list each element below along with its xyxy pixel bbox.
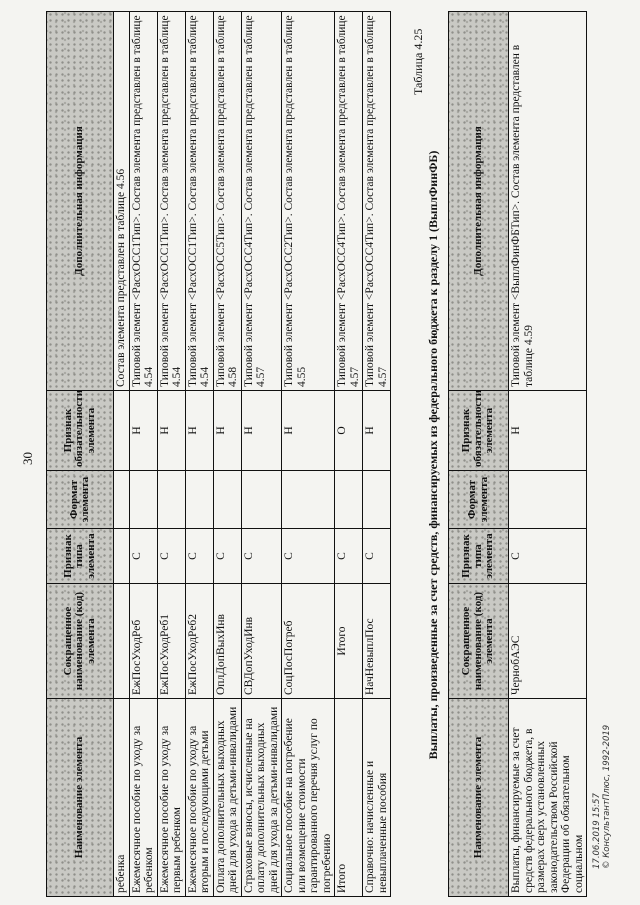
cell-type: С <box>185 529 213 584</box>
cell-name: Ежемесячное пособие по уходу за вторым и последующими детьми <box>185 699 213 897</box>
cell-code: СВДопУходИнв <box>241 584 282 699</box>
cell-name: Выплаты, финансируемые за счет средств федерального бюджета, в размерах сверх установленных законодательством Российской Федерации об обязательном социальном <box>509 699 587 897</box>
cell-code: ЕжПосУходРеб <box>129 584 157 699</box>
cell-code: СоцПосПогреб <box>282 584 335 699</box>
cell-required: Н <box>363 391 391 471</box>
table-row <box>363 12 391 897</box>
table-4-24 <box>46 11 391 897</box>
cell-name: Справочно: начисленные и невыплаченные пособия <box>363 699 391 897</box>
cell-info: Типовой элемент <РасхОСС1Тип>. Состав элемента представлен в таблице 4.54 <box>157 12 185 391</box>
cell-info: Типовой элемент <РасхОСС5Тип>. Состав элемента представлен в таблице 4.58 <box>213 12 241 391</box>
cell-required: Н <box>185 391 213 471</box>
cell-required <box>114 391 130 471</box>
cell-type: С <box>363 529 391 584</box>
table-row <box>157 12 185 897</box>
cell-type: С <box>509 529 587 584</box>
header-format: Формат элемента <box>47 471 114 529</box>
table-row <box>114 12 130 897</box>
cell-info: Типовой элемент <ВыплФинФБТип>. Состав элемента представлен в таблице 4.59 <box>509 12 587 391</box>
cell-required: Н <box>213 391 241 471</box>
cell-format <box>129 471 157 529</box>
cell-name: Итого <box>335 699 363 897</box>
cell-info: Типовой элемент <РасхОСС2Тип>. Состав элемента представлен в таблице 4.55 <box>282 12 335 391</box>
cell-format <box>363 471 391 529</box>
cell-format <box>241 471 282 529</box>
cell-code: ОплДопВыхИнв <box>213 584 241 699</box>
cell-name: ребенка <box>114 699 130 897</box>
table-row <box>185 12 213 897</box>
header-type: Признак типа элемента <box>47 529 114 584</box>
table-row <box>335 12 363 897</box>
cell-code: НачНевыплПос <box>363 584 391 699</box>
cell-format <box>114 471 130 529</box>
table-header-row <box>47 12 114 897</box>
cell-type: С <box>241 529 282 584</box>
header-required: Признак обязательности элемента <box>47 391 114 471</box>
cell-format <box>157 471 185 529</box>
cell-type: С <box>282 529 335 584</box>
cell-required: Н <box>282 391 335 471</box>
header-code: Сокращенное наименование (код) элемента <box>449 584 509 699</box>
cell-name: Ежемесячное пособие по уходу за ребенком <box>129 699 157 897</box>
table-row <box>282 12 335 897</box>
header-required: Признак обязательности элемента <box>449 391 509 471</box>
header-type: Признак типа элемента <box>449 529 509 584</box>
table-header-row <box>449 12 509 897</box>
cell-type: С <box>213 529 241 584</box>
cell-type: С <box>129 529 157 584</box>
cell-name: Социальное пособие на погребение или возмещение стоимости гарантированного перечня услуг по погребению <box>282 699 335 897</box>
cell-type <box>114 529 130 584</box>
cell-required: Н <box>129 391 157 471</box>
cell-code: ЕжПосУходРеб2 <box>185 584 213 699</box>
header-info: Дополнительная информация <box>449 12 509 391</box>
page-number: 30 <box>20 452 35 465</box>
cell-required: Н <box>241 391 282 471</box>
header-code: Сокращенное наименование (код) элемента <box>47 584 114 699</box>
cell-name: Ежемесячное пособие по уходу за первым ребенком <box>157 699 185 897</box>
table-row <box>509 12 587 897</box>
header-format: Формат элемента <box>449 471 509 529</box>
cell-format <box>185 471 213 529</box>
cell-info: Типовой элемент <РасхОСС4Тип>. Состав элемента представлен в таблице 4.57 <box>335 12 363 391</box>
cell-info: Типовой элемент <РасхОСС1Тип>. Состав элемента представлен в таблице 4.54 <box>185 12 213 391</box>
cell-required: О <box>335 391 363 471</box>
cell-info: Типовой элемент <РасхОСС1Тип>. Состав элемента представлен в таблице 4.54 <box>129 12 157 391</box>
cell-type: С <box>157 529 185 584</box>
cell-info: Типовой элемент <РасхОСС4Тип>. Состав элемента представлен в таблице 4.57 <box>241 12 282 391</box>
cell-code: ЕжПосУходРеб1 <box>157 584 185 699</box>
cell-name: Страховые взносы, исчисленные на оплату дополнительных выходных дней для ухода за детьми-инвалидами <box>241 699 282 897</box>
cell-name: Оплата дополнительных выходных дней для ухода за детьми-инвалидами <box>213 699 241 897</box>
table-4-25 <box>448 11 587 897</box>
cell-format <box>213 471 241 529</box>
cell-format <box>509 471 587 529</box>
header-info: Дополнительная информация <box>47 12 114 391</box>
cell-required: Н <box>509 391 587 471</box>
cell-required: Н <box>157 391 185 471</box>
cell-info: Состав элемента представлен в таблице 4.56 <box>114 12 130 391</box>
cell-format <box>282 471 335 529</box>
cell-format <box>335 471 363 529</box>
cell-code: ЧернобАЭС <box>509 584 587 699</box>
cell-type: С <box>335 529 363 584</box>
cell-info: Типовой элемент <РасхОСС4Тип>. Состав элемента представлен в таблице 4.57 <box>363 12 391 391</box>
table-title: Выплаты, произведенные за счет средств, финансируемых из федерального бюджета к разделу 1 (ВыплФинФБ) <box>426 150 440 760</box>
print-stamp <box>592 725 612 869</box>
cell-code <box>114 584 130 699</box>
cell-code: Итого <box>335 584 363 699</box>
table-row <box>213 12 241 897</box>
table-row <box>129 12 157 897</box>
stamp-date: 17.06.2019 15:57 <box>592 793 602 869</box>
stamp-source: © КонсультантПлюс, 1992-2019 <box>602 724 612 869</box>
header-name: Наименование элемента <box>449 699 509 897</box>
table-row <box>241 12 282 897</box>
table-label: Таблица 4.25 <box>411 28 425 95</box>
header-name: Наименование элемента <box>47 699 114 897</box>
